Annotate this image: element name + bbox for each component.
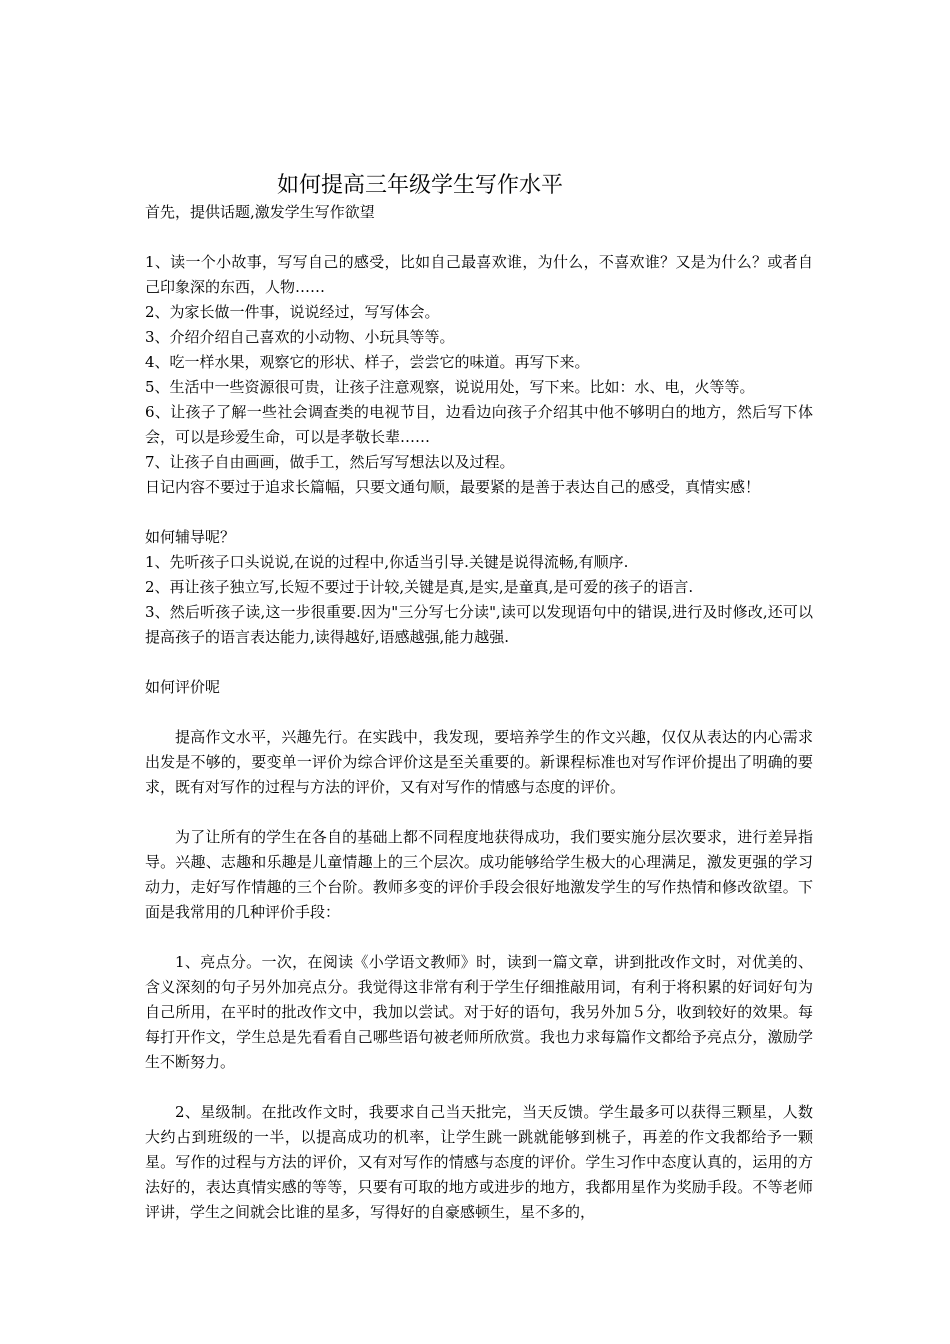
blank-line — [145, 800, 813, 825]
guidance-item: 1、先听孩子口头说说,在说的过程中,你适当引导.关键是说得流畅,有顺序. — [145, 553, 629, 571]
guidance-item: 2、再让孩子独立写,长短不要过于计较,关键是真,是实,是童真,是可爱的孩子的语言. — [145, 578, 694, 596]
topic-item: 7、让孩子自由画画，做手工，然后写写想法以及过程。 — [145, 453, 515, 471]
blank-line — [145, 700, 813, 725]
topic-item: 2、为家长做一件事，说说经过，写写体会。 — [145, 303, 440, 321]
body-paragraph: 提高作文水平，兴趣先行。在实践中，我发现，要培养学生的作文兴趣，仅仅从表达的内心需求出发是不够的，要变单一评价为综合评价这是至关重要的。新课程标准也对写作评价提出了明确的要求，既有对写作的过程与方法的评价，又有对写作的情感与态度的评价。 — [145, 728, 813, 796]
blank-line — [145, 225, 813, 250]
guidance-item: 3、然后听孩子读,这一步很重要.因为"三分写七分读",读可以发现语句中的错误,进行及时修改,还可以提高孩子的语言表达能力,读得越好,语感越强,能力越强. — [145, 603, 813, 646]
evaluation-heading: 如何评价呢 — [145, 678, 221, 696]
topic-item: 4、吃一样水果，观察它的形状、样子，尝尝它的味道。再写下来。 — [145, 353, 590, 371]
diary-note: 日记内容不要过于追求长篇幅，只要文通句顺，最要紧的是善于表达自己的感受，真情实感！ — [145, 478, 761, 496]
body-paragraph: 2、星级制。在批改作文时，我要求自己当天批完，当天反馈。学生最多可以获得三颗星，人数大约占到班级的一半，以提高成功的机率，让学生跳一跳就能够到桃子，再差的作文我都给予一颗星。写作的过程与方法的评价，又有对写作的情感与态度的评价。学生习作中态度认真的，运用的方法好的，表达真情实感的等等，只要有可取的地方或进步的地方，我都用星作为奖励手段。不等老师评讲，学生之间就会比谁的星多，写得好的自豪感顿生，星不多的， — [145, 1103, 813, 1221]
blank-line — [145, 650, 813, 675]
blank-line — [145, 925, 813, 950]
topic-item: 5、生活中一些资源很可贵，让孩子注意观察，说说用处，写下来。比如：水、电，火等等。 — [145, 378, 755, 396]
document-title: 如何提高三年级学生写作水平 — [277, 173, 564, 198]
body-paragraph: 为了让所有的学生在各自的基础上都不同程度地获得成功，我们要实施分层次要求，进行差异指导。兴趣、志趣和乐趣是儿童情趣上的三个层次。成功能够给学生极大的心理满足，激发更强的学习动力，走好写作情趣的三个台阶。教师多变的评价手段会很好地激发学生的写作热情和修改欲望。下面是我常用的几种评价手段： — [145, 828, 813, 921]
intro-line: 首先，提供话题,激发学生写作欲望 — [145, 203, 375, 221]
topic-item: 3、介绍介绍自己喜欢的小动物、小玩具等等。 — [145, 328, 455, 346]
blank-line — [145, 1075, 813, 1100]
topic-item: 6、让孩子了解一些社会调查类的电视节目，边看边向孩子介绍其中他不够明白的地方，然后写下体会，可以是珍爱生命，可以是孝敬长辈…… — [145, 403, 813, 446]
body-paragraph: 1、亮点分。一次，在阅读《小学语文教师》时，读到一篇文章，讲到批改作文时，对优美的、含义深刻的句子另外加亮点分。我觉得这非常有利于学生仔细推敲用词，有利于将积累的好词好句为自己所用，在平时的批改作文中，我加以尝试。对于好的语句，我另外加５分，收到较好的效果。每每打开作文，学生总是先看看自己哪些语句被老师所欣赏。我也力求每篇作文都给予亮点分，激励学生不断努力。 — [145, 953, 813, 1071]
guidance-heading: 如何辅导呢？ — [145, 528, 236, 546]
document-page — [145, 168, 813, 1225]
blank-line — [145, 500, 813, 525]
topic-item: 1、读一个小故事，写写自己的感受，比如自己最喜欢谁，为什么，不喜欢谁？又是为什么？或者自己印象深的东西，人物…… — [145, 253, 813, 296]
